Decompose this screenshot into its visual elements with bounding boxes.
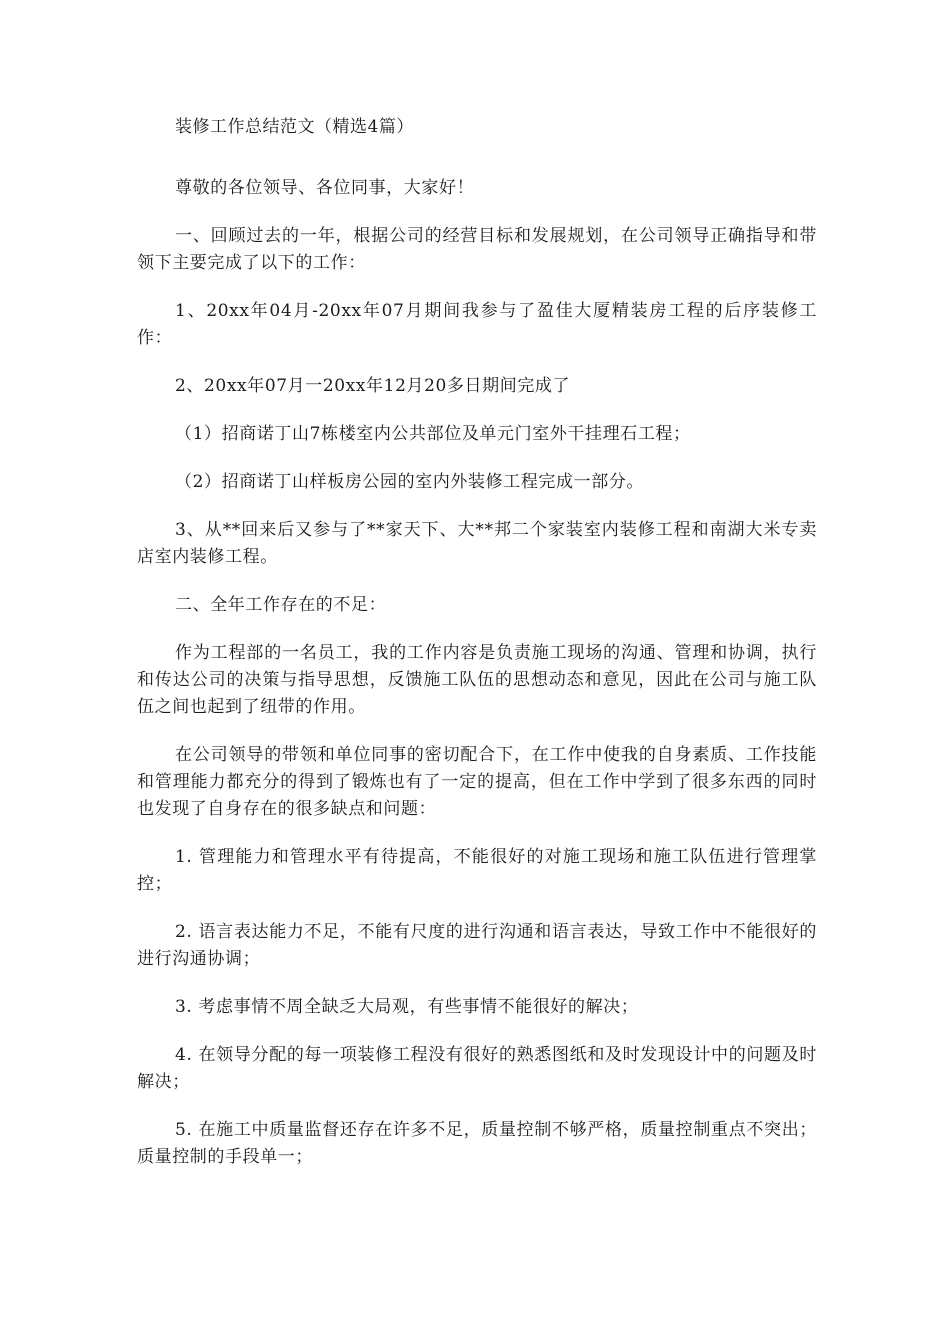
paragraph-item-1: 1、20xx年04月-20xx年07月期间我参与了盈佳大厦精装房工程的后序装修工作： — [137, 301, 817, 348]
document-title: 装修工作总结范文（精选4篇） — [175, 117, 414, 137]
paragraph-growth: 在公司领导的带领和单位同事的密切配合下，在工作中使我的自身素质、工作技能和管理能力都充分的得到了锻炼也有了一定的提高，但在工作中学到了很多东西的同时也发现了自身存在的很多缺点和问题： — [137, 745, 817, 819]
paragraph-shortcoming-3: 3. 考虑事情不周全缺乏大局观，有些事情不能很好的解决； — [175, 997, 639, 1017]
paragraph-section-one-heading: 一、回顾过去的一年，根据公司的经营目标和发展规划，在公司领导正确指导和带领下主要完成了以下的工作： — [137, 226, 817, 273]
paragraph-shortcoming-2: 2. 语言表达能力不足，不能有尺度的进行沟通和语言表达，导致工作中不能很好的进行沟通协调； — [137, 922, 817, 969]
paragraph-shortcoming-5: 5. 在施工中质量监督还存在许多不足，质量控制不够严格，质量控制重点不突出；质量控制的手段单一； — [137, 1120, 817, 1167]
paragraph-greeting: 尊敬的各位领导、各位同事，大家好！ — [175, 178, 475, 198]
paragraph-item-3: 3、从**回来后又参与了**家天下、大**邦二个家装室内装修工程和南湖大米专卖店室内装修工程。 — [137, 520, 817, 567]
document-page — [137, 100, 817, 1171]
paragraph-section-two-heading: 二、全年工作存在的不足： — [175, 595, 387, 615]
paragraph-role-description: 作为工程部的一名员工，我的工作内容是负责施工现场的沟通、管理和协调，执行和传达公司的决策与指导思想，反馈施工队伍的思想动态和意见，因此在公司与施工队伍之间也起到了纽带的作用。 — [137, 643, 817, 717]
spacer — [137, 140, 817, 175]
paragraph-shortcoming-4: 4. 在领导分配的每一项装修工程没有很好的熟悉图纸和及时发现设计中的问题及时解决； — [137, 1045, 817, 1092]
paragraph-item-2: 2、20xx年07月一20xx年12月20多日期间完成了 — [175, 376, 571, 396]
paragraph-subitem-2: （2）招商诺丁山样板房公园的室内外装修工程完成一部分。 — [175, 472, 645, 492]
paragraph-shortcoming-1: 1. 管理能力和管理水平有待提高，不能很好的对施工现场和施工队伍进行管理掌控； — [137, 847, 817, 894]
paragraph-subitem-1: （1）招商诺丁山7栋楼室内公共部位及单元门室外干挂理石工程； — [175, 424, 691, 444]
